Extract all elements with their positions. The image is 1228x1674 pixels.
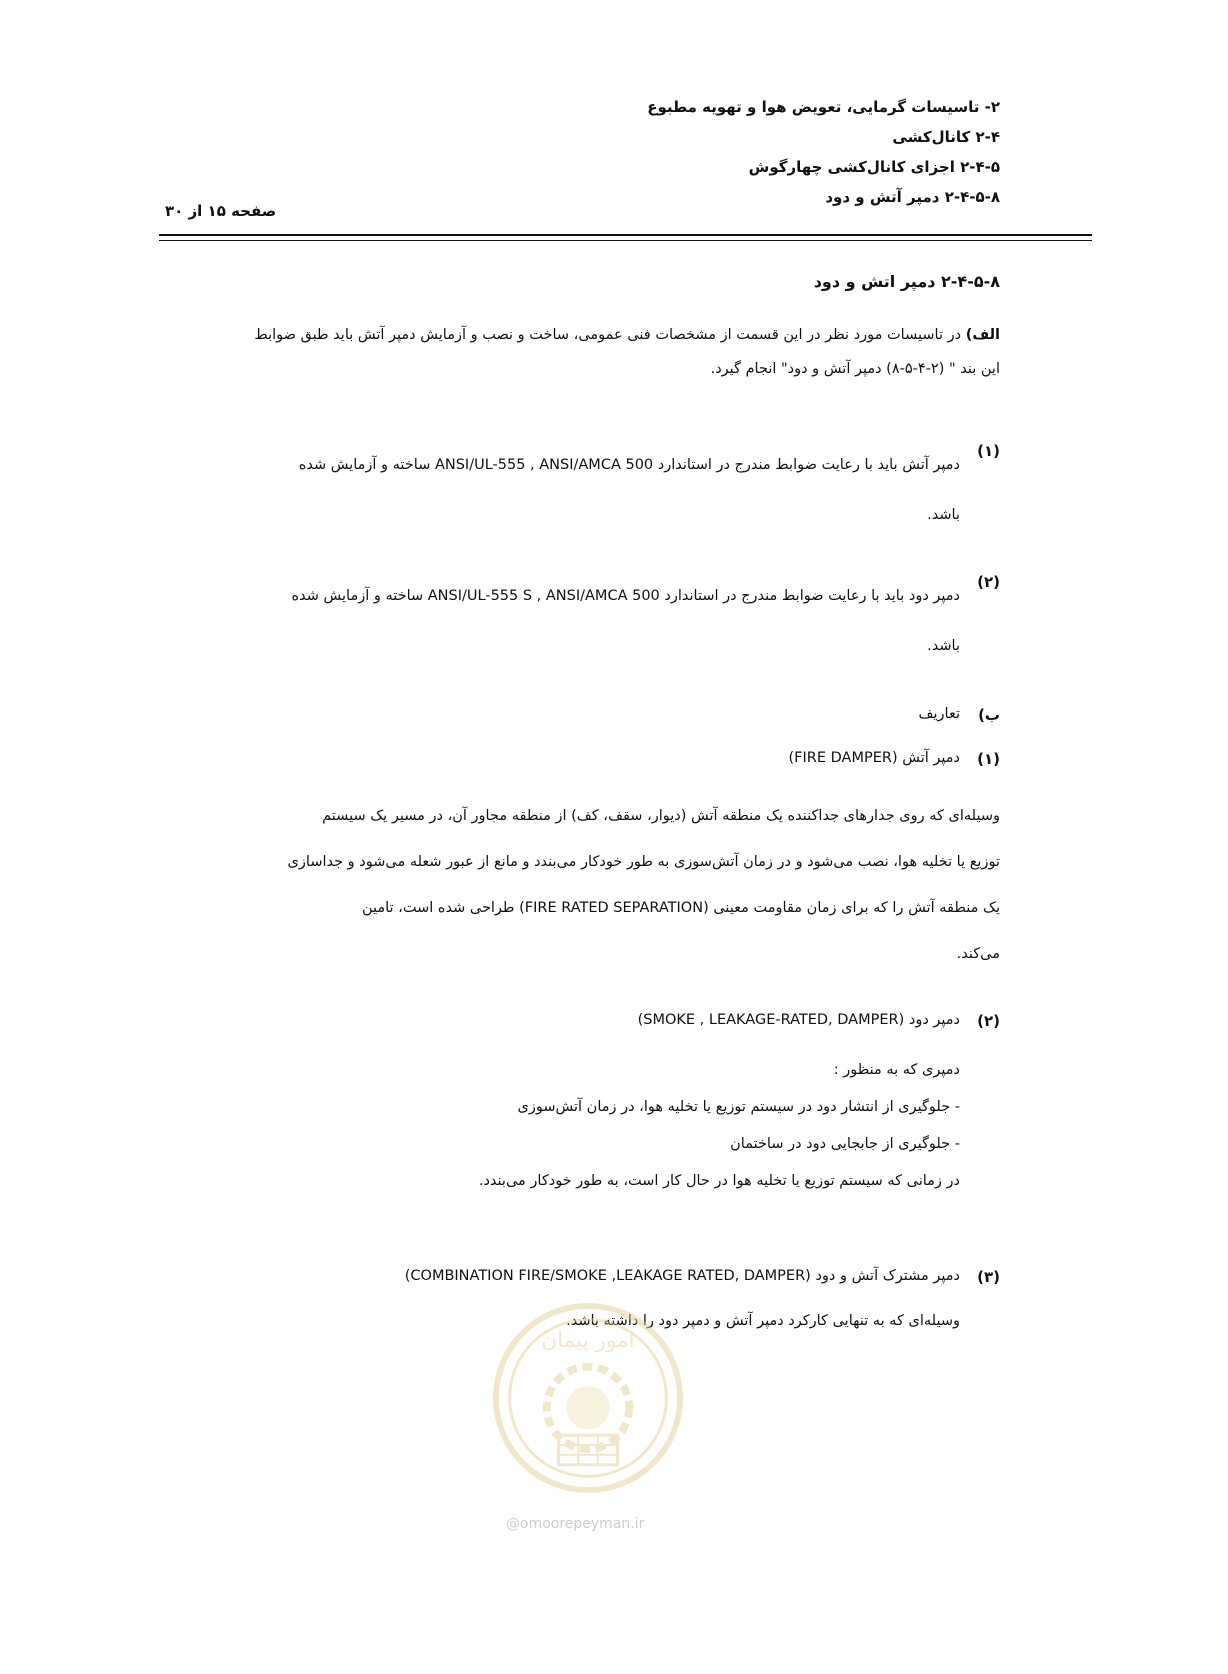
- def2-line-2: - جلوگیری از انتشار دود در سیستم توزیع یا تخلیه هوا، در زمان آتش‌سوزی: [517, 1099, 960, 1115]
- def1-number: (۱): [977, 750, 1000, 768]
- item-a2-line-1: دمپر دود باید با رعایت ضوابط مندرج در استاندارد ANSI/UL-555 S , ANSI/AMCA 500 ساخته و آزمایش شده: [291, 588, 960, 604]
- item-a1-text: [160, 440, 960, 540]
- def2-line-1: دمپری که به منظور :: [833, 1062, 960, 1078]
- part-a-label: الف): [965, 327, 1000, 343]
- header-topic: ۲-۴-۵-۸ دمپر آتش و دود: [825, 188, 1000, 206]
- def2-body: [479, 1052, 960, 1200]
- item-a1-number: (۱): [977, 442, 1000, 460]
- item-a1-line-1: دمپر آتش باید با رعایت ضوابط مندرج در استاندارد ANSI/UL-555 , ANSI/AMCA 500 ساخته و آزمایش شده: [298, 457, 960, 473]
- header-subsection: ۲-۴-۵ اجزای کانال‌کشی چهارگوش: [748, 158, 1000, 176]
- header-section: ۲-۴ کانال‌کشی: [892, 128, 1000, 146]
- def1-line-4: می‌کند.: [956, 946, 1000, 962]
- def3-line-1: وسیله‌ای که به تنهایی کارکرد دمپر آتش و دمپر دود را داشته باشد.: [566, 1313, 960, 1329]
- part-b-title: تعاریف: [918, 706, 960, 722]
- part-a-paragraph: [160, 318, 1000, 386]
- header-rule-thick: [159, 234, 1092, 236]
- page-header: [647, 92, 1000, 212]
- header-rule-thin: [159, 240, 1092, 241]
- section-title: ۲-۴-۵-۸ دمپر اتش و دود: [813, 272, 1000, 291]
- part-a-line-1: در تاسیسات مورد نظر در این قسمت از مشخصات فنی عمومی، ساخت و نصب و آزمایش دمپر آتش باید طبق ضوابط: [254, 327, 962, 343]
- def1-line-2: توزیع یا تخلیه هوا، نصب می‌شود و در زمان آتش‌سوزی به طور خودکار می‌بندد و مانع از عبور شعله می‌شود و جداسازی: [287, 854, 1000, 870]
- def1-line-3: یک منطقه آتش را که برای زمان مقاومت معینی (FIRE RATED SEPARATION) طراحی شده است، تامین: [361, 900, 1000, 916]
- def3-title: دمپر مشترک آتش و دود (COMBINATION FIRE/SMOKE ,LEAKAGE RATED, DAMPER): [404, 1268, 960, 1284]
- item-a2-number: (۲): [977, 573, 1000, 591]
- item-a2-line-2: باشد.: [927, 638, 960, 654]
- def3-number: (۳): [977, 1268, 1000, 1286]
- watermark-url: @omoorepeyman.ir: [506, 1516, 645, 1532]
- header-chapter: ۲- تاسیسات گرمایی، تعویض هوا و تهویه مطبوع: [647, 98, 1000, 116]
- item-a1-line-2: باشد.: [927, 507, 960, 523]
- def2-number: (۲): [977, 1012, 1000, 1030]
- item-a2-text: [160, 571, 960, 671]
- page-number: صفحه ۱۵ از ۳۰: [165, 202, 277, 220]
- def2-title: دمپر دود (SMOKE , LEAKAGE-RATED, DAMPER): [637, 1012, 960, 1028]
- part-a-line-2: این بند " (۲-۴-۵-۸) دمپر آتش و دود" انجام گیرد.: [710, 361, 1000, 377]
- part-b-label: ب): [978, 706, 1000, 724]
- def1-line-1: وسیله‌ای که روی جدارهای جداکننده یک منطقه آتش (دیوار، سقف، کف) از منطقه مجاور آن، در مسیر یک سیستم: [322, 808, 1000, 824]
- def2-line-4: در زمانی که سیستم توزیع یا تخلیه هوا در حال کار است، به طور خودکار می‌بندد.: [478, 1173, 960, 1189]
- watermark-text: امور پیمان: [541, 1328, 635, 1354]
- def1-title: دمپر آتش (FIRE DAMPER): [788, 750, 960, 766]
- def1-body: [160, 793, 1000, 977]
- def2-line-3: - جلوگیری از جابجایی دود در ساختمان: [730, 1136, 960, 1152]
- watermark-logo: [490, 1300, 686, 1496]
